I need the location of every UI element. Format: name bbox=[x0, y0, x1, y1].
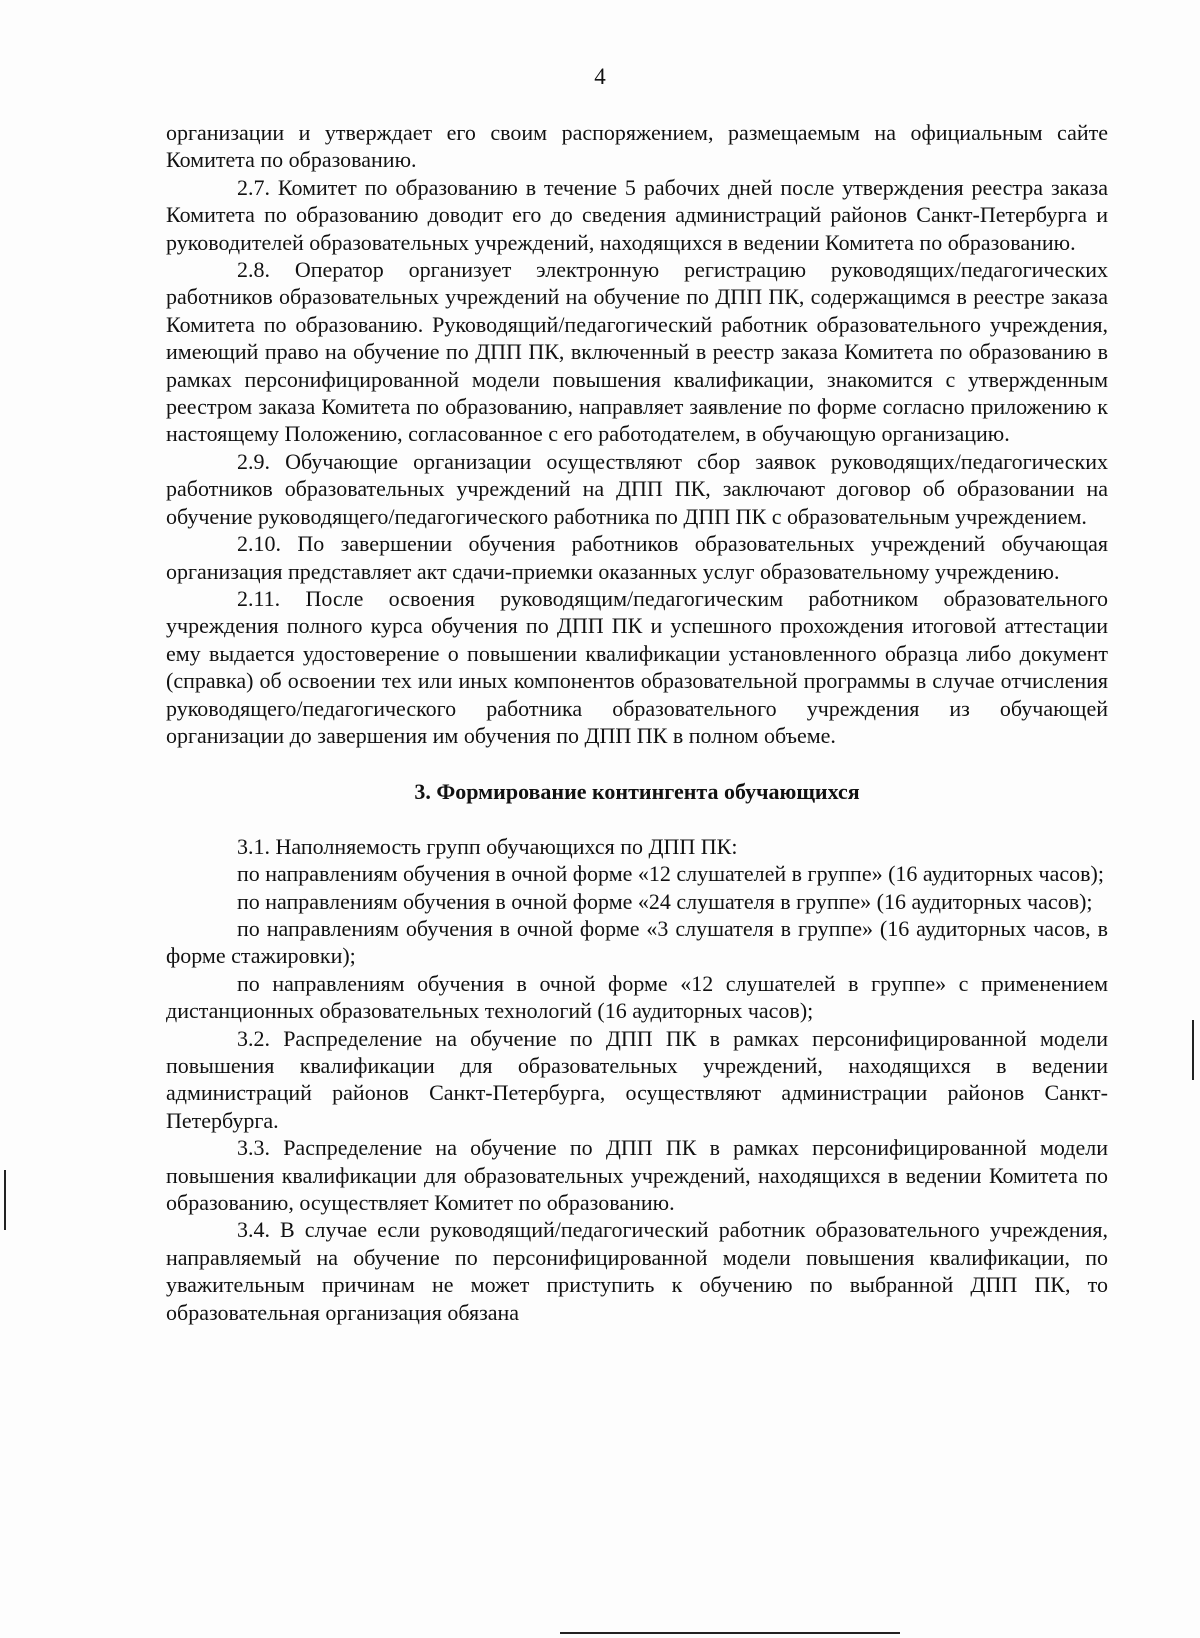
paragraph-3-1: 3.1. Наполняемость групп обучающихся по ДПП ПК: bbox=[237, 833, 738, 859]
list-item-group-24: по направлениям обучения в очной форме «24 слушателя в группе» (16 аудиторных часов); bbox=[237, 888, 1093, 914]
paragraph-continuation: организации и утверждает его своим распоряжением, размещаемым на официальным сайте Комитета по образованию. bbox=[166, 120, 1108, 173]
paragraph-3-4: 3.4. В случае если руководящий/педагогический работник образовательного учреждения, направляемый на обучение по персонифицированной модели повышения квалификации, по уважительным причинам не может приступить к обучению по выбранной ДПП ПК, то образовательная организация обязана bbox=[166, 1217, 1108, 1325]
document-body bbox=[166, 119, 1108, 1326]
page-number: 4 bbox=[594, 64, 606, 89]
paragraph-2-11: 2.11. После освоения руководящим/педагогическим работником образовательного учреждения полного курса обучения по ДПП ПК и успешного прохождения итоговой аттестации ему выдается удостоверение о повышении квалификации установленного образца либо документ (справка) об освоении тех или иных компонентов образовательной программы в случае отчисления руководящего/педагогического работника образовательного учреждения из обучающей организации до завершения им обучения по ДПП ПК в полном объеме. bbox=[166, 585, 1108, 748]
paragraph-2-9: 2.9. Обучающие организации осуществляют сбор заявок руководящих/педагогических работников образовательных учреждений на ДПП ПК, заключают договор об образовании на обучение руководящего/педагогического работника по ДПП ПК с образовательным учреждением. bbox=[166, 448, 1108, 529]
paragraph-2-10: 2.10. По завершении обучения работников образовательных учреждений обучающая организация представляет акт сдачи-приемки оказанных услуг образовательному учреждению. bbox=[166, 531, 1108, 584]
list-item-group-3: по направлениям обучения в очной форме «3 слушателя в группе» (16 аудиторных часов, в форме стажировки); bbox=[166, 915, 1108, 969]
list-item-group-12: по направлениям обучения в очной форме «12 слушателей в группе» (16 аудиторных часов); bbox=[237, 861, 1104, 887]
paragraph-2-7: 2.7. Комитет по образованию в течение 5 рабочих дней после утверждения реестра заказа Комитета по образованию доводит его до сведения администраций районов Санкт-Петербурга и руководителей образовательных учреждений, находящихся в ведении Комитета по образованию. bbox=[166, 174, 1108, 255]
scan-edge-mark-left bbox=[4, 1170, 6, 1230]
section-heading: 3. Формирование контингента обучающихся bbox=[414, 779, 860, 805]
list-item-group-12-distance: по направлениям обучения в очной форме «12 слушателей в группе» с применением дистанционных образовательных технологий (16 аудиторных часов); bbox=[166, 970, 1108, 1024]
paragraph-3-2: 3.2. Распределение на обучение по ДПП ПК в рамках персонифицированной модели повышения квалификации для образовательных учреждений, находящихся в ведении администраций районов Санкт-Петербурга, осуществляют администрации районов Санкт-Петербурга. bbox=[166, 1025, 1108, 1133]
paragraph-3-3: 3.3. Распределение на обучение по ДПП ПК в рамках персонифицированной модели повышения квалификации для образовательных учреждений, находящихся в ведении Комитета по образованию, осуществляет Комитет по образованию. bbox=[166, 1135, 1108, 1216]
scan-edge-mark-right bbox=[1192, 1020, 1194, 1080]
paragraph-2-8: 2.8. Оператор организует электронную регистрацию руководящих/педагогических работников образовательных учреждений на обучение по ДПП ПК, содержащимся в реестре заказа Комитета по образованию. Руководящий/педагогический работник образовательного учреждения, имеющий право на обучение по ДПП ПК, включенный в реестр заказа Комитета по образованию в рамках персонифицированной модели повышения квалификации, знакомится с утвержденным реестром заказа Комитета по образованию, направляет заявление по форме согласно приложению к настоящему Положению, согласованное с его работодателем, в обучающую организацию. bbox=[166, 257, 1108, 447]
scan-edge-mark-bottom bbox=[560, 1632, 900, 1634]
